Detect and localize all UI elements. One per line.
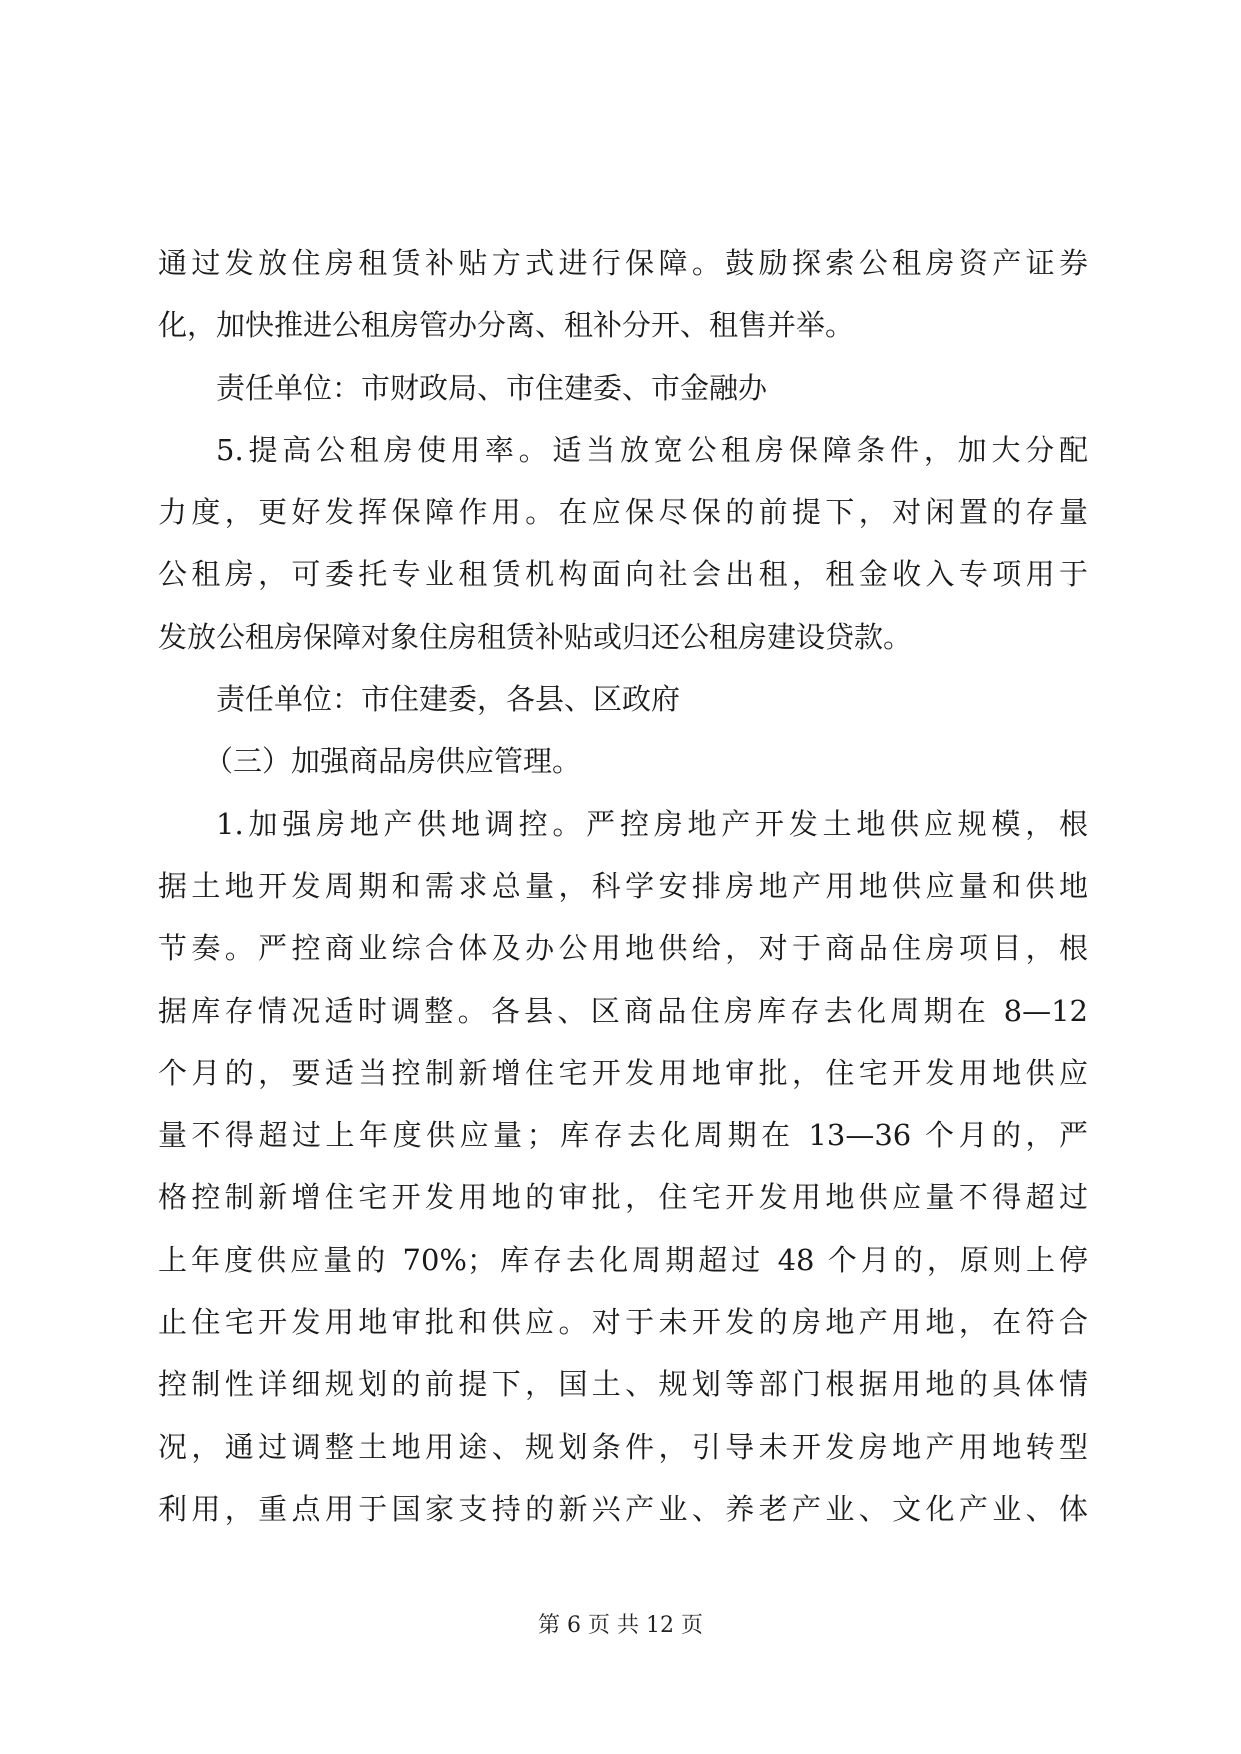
paragraph-line: 格控制新增住宅开发用地的审批，住宅开发用地供应量不得超过 [158,1180,1088,1215]
section-heading: （三）加强商品房供应管理。 [204,744,582,779]
responsible-unit-line: 责任单位：市住建委，各县、区政府 [216,682,681,717]
paragraph-line: 发放公租房保障对象住房租赁补贴或归还公租房建设贷款。 [158,619,913,654]
paragraph-line: 力度，更好发挥保障作用。在应保尽保的前提下，对闲置的存量 [158,495,1088,530]
paragraph-line: 1.加强房地产供地调控。严控房地产开发土地供应规模，根 [216,806,1088,841]
paragraph-line: 公租房，可委托专业租赁机构面向社会出租，租金收入专项用于 [158,557,1088,592]
paragraph-line: 上年度供应量的 70%；库存去化周期超过 48 个月的，原则上停 [158,1242,1088,1277]
paragraph-line: 况，通过调整土地用途、规划条件，引导未开发房地产用地转型 [158,1429,1088,1464]
paragraph-line: 控制性详细规划的前提下，国土、规划等部门根据用地的具体情 [158,1367,1088,1402]
paragraph-line: 据土地开发周期和需求总量，科学安排房地产用地供应量和供地 [158,868,1088,903]
paragraph-line: 节奏。严控商业综合体及办公用地供给，对于商品住房项目，根 [158,931,1088,966]
paragraph-line: 化，加快推进公租房管办分离、租补分开、租售并举。 [158,308,855,343]
paragraph-line: 据库存情况适时调整。各县、区商品住房库存去化周期在 8—12 [158,993,1088,1028]
paragraph-line: 止住宅开发用地审批和供应。对于未开发的房地产用地，在符合 [158,1305,1088,1340]
responsible-unit-line: 责任单位：市财政局、市住建委、市金融办 [216,370,768,405]
document-body [158,232,1088,1540]
paragraph-line: 5.提高公租房使用率。适当放宽公租房保障条件，加大分配 [216,432,1088,467]
page-number-footer: 第 6 页 共 12 页 [538,1613,703,1638]
paragraph-line: 量不得超过上年度供应量；库存去化周期在 13—36 个月的，严 [158,1118,1088,1153]
paragraph-line: 利用，重点用于国家支持的新兴产业、养老产业、文化产业、体 [158,1491,1088,1526]
paragraph-line: 个月的，要适当控制新增住宅开发用地审批，住宅开发用地供应 [158,1055,1088,1090]
paragraph-line: 通过发放住房租赁补贴方式进行保障。鼓励探索公租房资产证券 [158,246,1088,280]
